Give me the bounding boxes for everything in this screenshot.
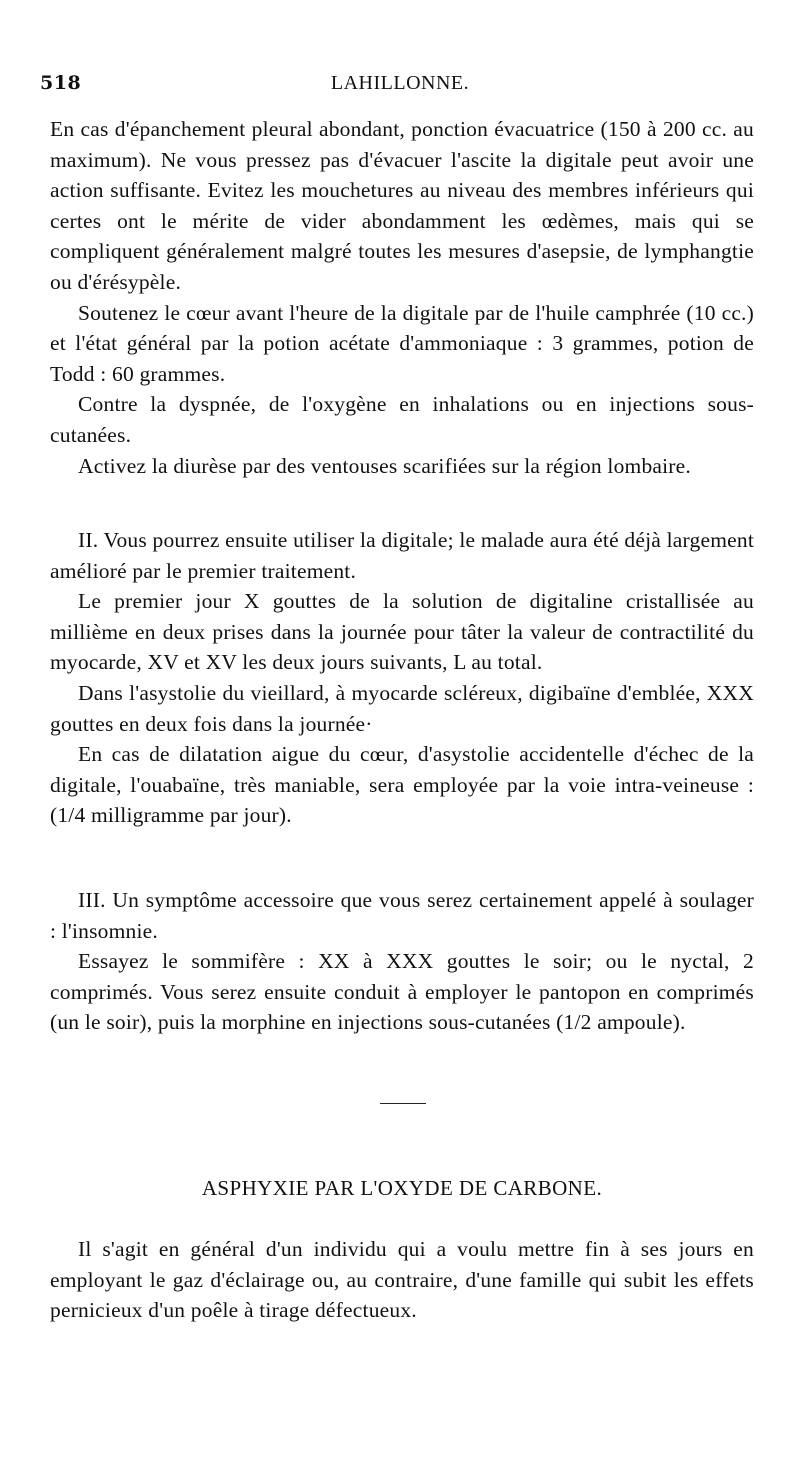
paragraph-asphyxia-intro: Il s'agit en général d'un individu qui a voulu mettre fin à ses jours en employant le gaz d'éclairage ou, au contraire, d'une famille qui subit les effets pernicieux d'un poêle à tirage défectueux. [50,1237,754,1323]
section-heading: ASPHYXIE PAR L'OXYDE DE CARBONE. [201,1176,603,1200]
paragraph-pleural-effusion: En cas d'épanchement pleural abondant, ponction évacuatrice (150 à 200 cc. au maximum). Ne vous pressez pas d'évacuer l'ascite la digitale peut avoir une action suffisante. Evitez les mouchetures au niveau des membres inférieurs qui certes ont le mérite de vider abondamment les œdèmes, mais qui se compliquent généralement malgré toutes les mesures d'asepsie, de lymphangtie ou d'érésypèle. [50,117,754,294]
paragraph-first-day-dosage: Le premier jour X gouttes de la solution de digitaline cristallisée au millième en deux prises dans la journée pour tâter la valeur de contractilité du myocarde, XV et XV les deux jours suivants, L au total. [50,589,754,675]
paragraph-elderly-asystole: Dans l'asystolie du vieillard, à myocarde scléreux, digibaïne d'emblée, XXX gouttes en deux fois dans la journée· [50,680,754,736]
page-header [40,72,760,102]
treatment-section-iii [50,885,754,1038]
paragraph-acute-dilatation: En cas de dilatation aigue du cœur, d'asystolie accidentelle d'échec de la digitale, l'ouabaïne, très maniable, sera employée par la voie intra-veineuse : (1/4 milligramme par jour). [50,742,754,828]
page-number: 518 [40,72,82,94]
asphyxia-section [50,1234,754,1326]
paragraph-sleep-remedies: Essayez le sommifère : XX à XXX gouttes le soir; ou le nyctal, 2 comprimés. Vous serez ensuite conduit à employer le pantopon en comprimés (un le soir), puis la morphine en injections sous-cutanées (1/2 ampoule). [50,949,754,1035]
paragraph-heart-support: Soutenez le cœur avant l'heure de la digitale par de l'huile camphrée (10 cc.) et l'état général par la potion acétate d'ammoniaque : 3 grammes, potion de Todd : 60 grammes. [50,300,754,386]
paragraph-digitale-intro: II. Vous pourrez ensuite utiliser la digitale; le malade aura été déjà largement amélioré par le premier traitement. [50,528,754,583]
paragraph-diuresis: Activez la diurèse par des ventouses scarifiées sur la région lombaire. [78,453,691,478]
section-divider [380,1103,426,1104]
paragraph-insomnia: III. Un symptôme accessoire que vous serez certainement appelé à soulager : l'insomnie. [50,888,754,943]
running-head: LAHILLONNE. [330,72,470,94]
paragraph-dyspnea: Contre la dyspnée, de l'oxygène en inhalations ou en injections sous-cutanées. [50,392,754,447]
treatment-section-i [50,114,754,481]
treatment-section-ii [50,525,754,831]
